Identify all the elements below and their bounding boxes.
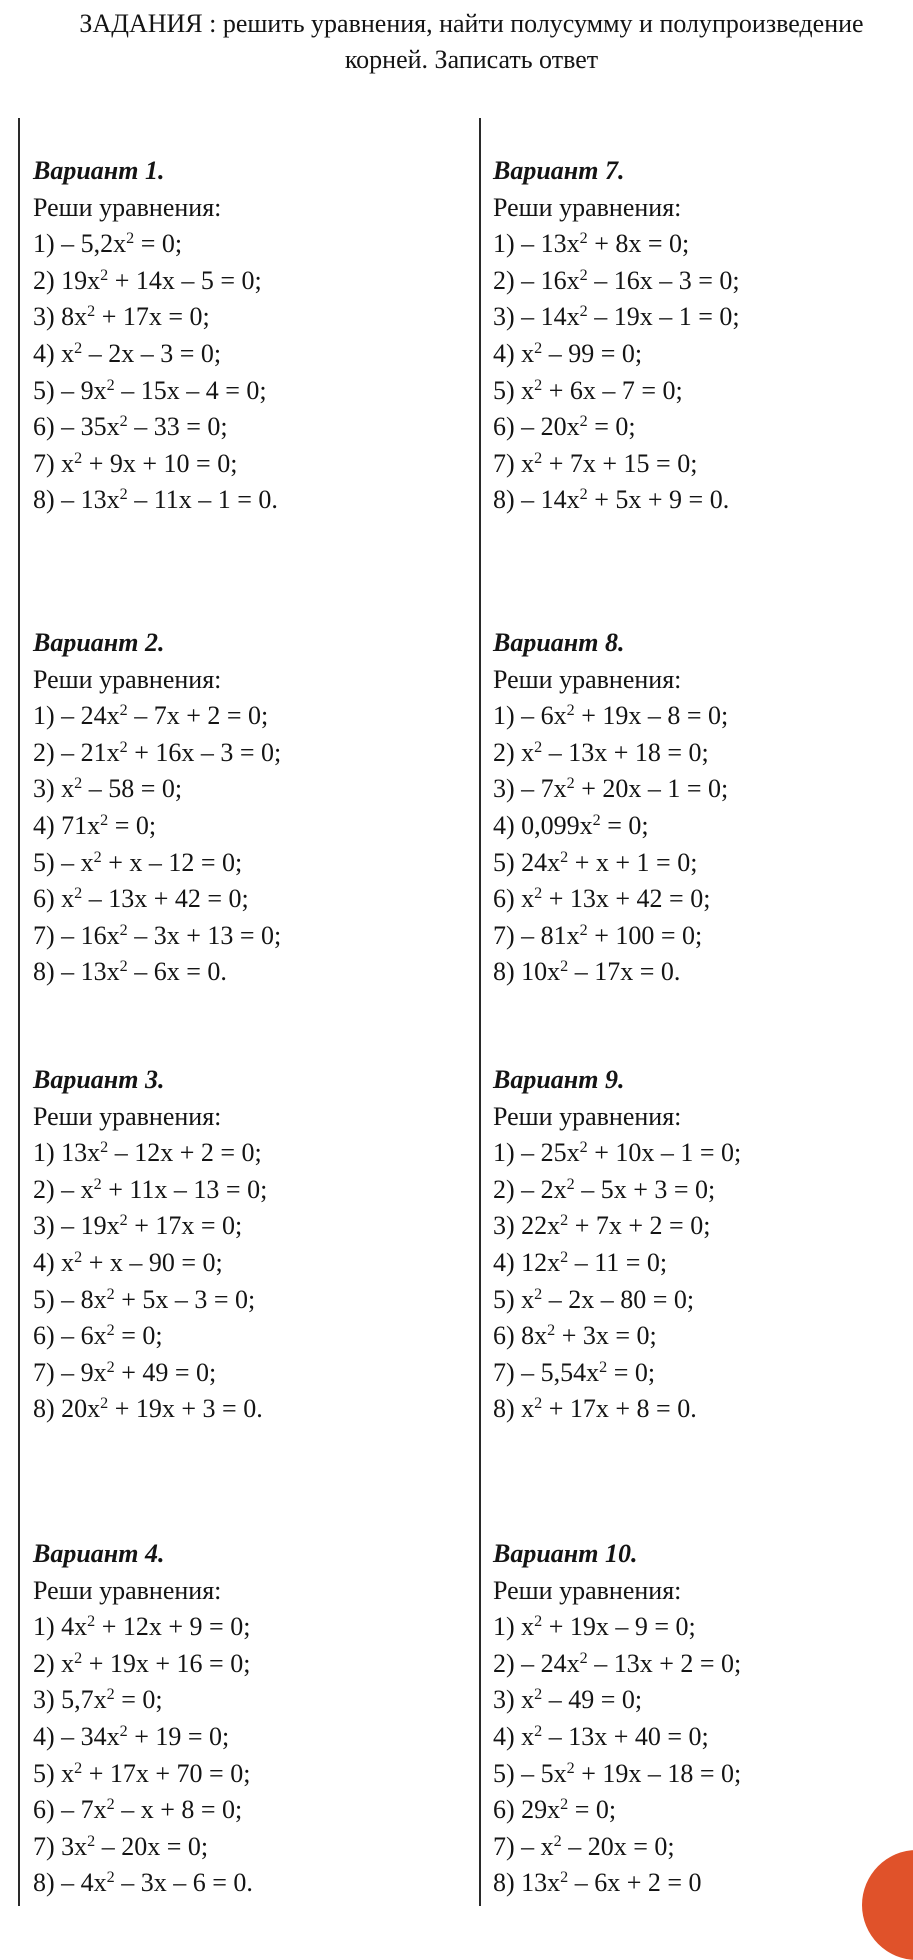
title-line-2: корней. Записать ответ [344, 45, 599, 74]
variant-subtitle: Реши уравнения: [493, 1101, 682, 1131]
variant-title: Вариант 10. [493, 1539, 638, 1568]
variant-7-block [493, 153, 740, 519]
equation-item: $5) - x^2 + x - 12 = 0$; [33, 847, 243, 877]
equation-item: 8) $x^2 + 17x + 8 = 0$. [493, 1394, 697, 1424]
equation-item: 2) $x^2 + 19x + 16 = 0$; [33, 1648, 251, 1678]
equation-item: 4) $12x^2 - 11 = 0$; [493, 1247, 668, 1277]
equation-item: $1) - 5,2x^2 = 0$; [33, 229, 183, 259]
equation-item: 3) $8x^2 + 17x = 0$; [33, 302, 210, 332]
equation-item: 6) $x^2 + 13x + 42 = 0$; [493, 884, 711, 914]
variant-subtitle: Реши уравнения: [493, 192, 682, 222]
equation-item: $5) - 5x^2 + 19x - 18 = 0$; [493, 1758, 742, 1788]
equation-item: 4) $71x^2 = 0$; [33, 810, 157, 840]
equation-item: 8) $13x^2 - 6x + 2 = 0$ [493, 1868, 702, 1898]
equation-item: $3) - 14x^2 - 19x - 1 = 0$; [493, 302, 740, 332]
equation-item: 1) $x^2 + 19x - 9 = 0$; [493, 1612, 696, 1642]
title-line-1: ЗАДАНИЯ : решить уравнения, найти полусумму и полупроизведение [79, 9, 864, 38]
equation-item: $5) - 9x^2 - 15x - 4 = 0$; [33, 375, 267, 405]
variant-subtitle: Реши уравнения: [493, 664, 682, 694]
equation-item: $1) - 25x^2 + 10x - 1 = 0$; [493, 1138, 742, 1168]
equation-item: 4) $x^2 - 99 = 0$; [493, 338, 643, 368]
equation-item: $2) - x^2 + 11x - 13 = 0$; [33, 1174, 268, 1204]
variant-4-block [33, 1536, 253, 1902]
equation-item: $4) - 34x^2 + 19 = 0$; [33, 1721, 230, 1751]
equation-item: $2) - 24x^2 - 13x + 2 = 0$; [493, 1648, 742, 1678]
equation-item: 7) $3x^2 - 20x = 0$; [33, 1831, 209, 1861]
equation-item: $8) - 13x^2 - 11x - 1 = 0$. [33, 485, 278, 515]
page-title [30, 6, 913, 78]
equation-item: $7) - 81x^2 + 100 = 0$; [493, 920, 703, 950]
equation-item: $2) - 16x^2 - 16x - 3 = 0$; [493, 265, 740, 295]
equation-item: $7) - 5,54x^2 = 0$; [493, 1357, 656, 1387]
equation-item: $8) - 13x^2 - 6x = 0$. [33, 957, 227, 987]
equation-item: 5) $x^2 + 6x - 7 = 0$; [493, 375, 683, 405]
equation-item: $7) - 9x^2 + 49 = 0$; [33, 1357, 217, 1387]
variant-subtitle: Реши уравнения: [33, 1101, 222, 1131]
left-border-line [18, 118, 20, 1906]
equation-item: 1) $4x^2 + 12x + 9 = 0$; [33, 1612, 251, 1642]
equation-item: 1) $13x^2 - 12x + 2 = 0$; [33, 1138, 262, 1168]
variant-subtitle: Реши уравнения: [493, 1575, 682, 1605]
equation-item: $6) - 35x^2 - 33 = 0$; [33, 412, 228, 442]
variant-title: Вариант 8. [493, 628, 625, 657]
equation-item: $3) - 19x^2 + 17x = 0$; [33, 1211, 243, 1241]
variant-9-block [493, 1062, 741, 1428]
variant-8-block [493, 625, 728, 991]
equation-item: $2) - 21x^2 + 16x - 3 = 0$; [33, 737, 282, 767]
variant-title: Вариант 1. [33, 156, 165, 185]
variant-title: Вариант 7. [493, 156, 625, 185]
equation-item: $1) - 24x^2 - 7x + 2 = 0$; [33, 701, 269, 731]
equation-item: 2) $x^2 - 13x + 18 = 0$; [493, 737, 709, 767]
variant-subtitle: Реши уравнения: [33, 664, 222, 694]
variant-subtitle: Реши уравнения: [33, 1575, 222, 1605]
equation-item: 4) $x^2 - 2x - 3 = 0$; [33, 338, 222, 368]
equation-item: $6) - 6x^2 = 0$; [33, 1321, 163, 1351]
corner-decoration [862, 1850, 913, 1960]
variant-subtitle: Реши уравнения: [33, 192, 222, 222]
variant-2-block [33, 625, 281, 991]
equation-item: $8) - 4x^2 - 3x - 6 = 0$. [33, 1868, 253, 1898]
variant-10-block [493, 1536, 741, 1902]
equation-item: 3) $x^2 - 58 = 0$; [33, 774, 183, 804]
equation-item: $7) - x^2 - 20x = 0$; [493, 1831, 675, 1861]
equation-item: 5) $x^2 + 17x + 70 = 0$; [33, 1758, 251, 1788]
variant-title: Вариант 9. [493, 1065, 625, 1094]
equation-item: $1) - 6x^2 + 19x - 8 = 0$; [493, 701, 729, 731]
equation-item: $5) - 8x^2 + 5x - 3 = 0$; [33, 1284, 256, 1314]
equation-item: 4) $x^2 - 13x + 40 = 0$; [493, 1721, 709, 1751]
equation-item: 6) $x^2 - 13x + 42 = 0$; [33, 884, 249, 914]
equation-item: 3) $x^2 - 49 = 0$; [493, 1685, 643, 1715]
equation-item: 7) $x^2 + 7x + 15 = 0$; [493, 448, 698, 478]
equation-item: 2) $19x^2 + 14x - 5 = 0$; [33, 265, 262, 295]
equation-item: 4) $x^2 + x - 90 = 0$; [33, 1247, 223, 1277]
equation-item: 5) $24x^2 + x + 1 = 0$; [493, 847, 698, 877]
equation-item: 6) $29x^2 = 0$; [493, 1795, 617, 1825]
variant-title: Вариант 4. [33, 1539, 165, 1568]
variant-3-block [33, 1062, 267, 1428]
variant-title: Вариант 2. [33, 628, 165, 657]
equation-item: 3) $22x^2 + 7x + 2 = 0$; [493, 1211, 711, 1241]
equation-item: 6) $8x^2 + 3x = 0$; [493, 1321, 657, 1351]
equation-item: 5) $x^2 - 2x - 80 = 0$; [493, 1284, 695, 1314]
equation-item: $6) - 20x^2 = 0$; [493, 412, 636, 442]
equation-item: $3) - 7x^2 + 20x - 1 = 0$; [493, 774, 729, 804]
equation-item: $7) - 16x^2 - 3x + 13 = 0$; [33, 920, 282, 950]
equation-item: 8) $10x^2 - 17x = 0$. [493, 957, 681, 987]
equation-item: 8) $20x^2 + 19x + 3 = 0$. [33, 1394, 263, 1424]
equation-item: 4) $0,099x^2 = 0$; [493, 810, 649, 840]
equation-item: $2) - 2x^2 - 5x + 3 = 0$; [493, 1174, 716, 1204]
variant-title: Вариант 3. [33, 1065, 165, 1094]
equation-item: 7) $x^2 + 9x + 10 = 0$; [33, 448, 238, 478]
column-divider-line [479, 118, 481, 1906]
equation-item: $8) - 14x^2 + 5x + 9 = 0$. [493, 485, 730, 515]
equation-item: 3) $5,7x^2 = 0$; [33, 1685, 163, 1715]
equation-item: $6) - 7x^2 - x + 8 = 0$; [33, 1795, 243, 1825]
variant-1-block [33, 153, 278, 519]
equation-item: $1) - 13x^2 + 8x = 0$; [493, 229, 690, 259]
